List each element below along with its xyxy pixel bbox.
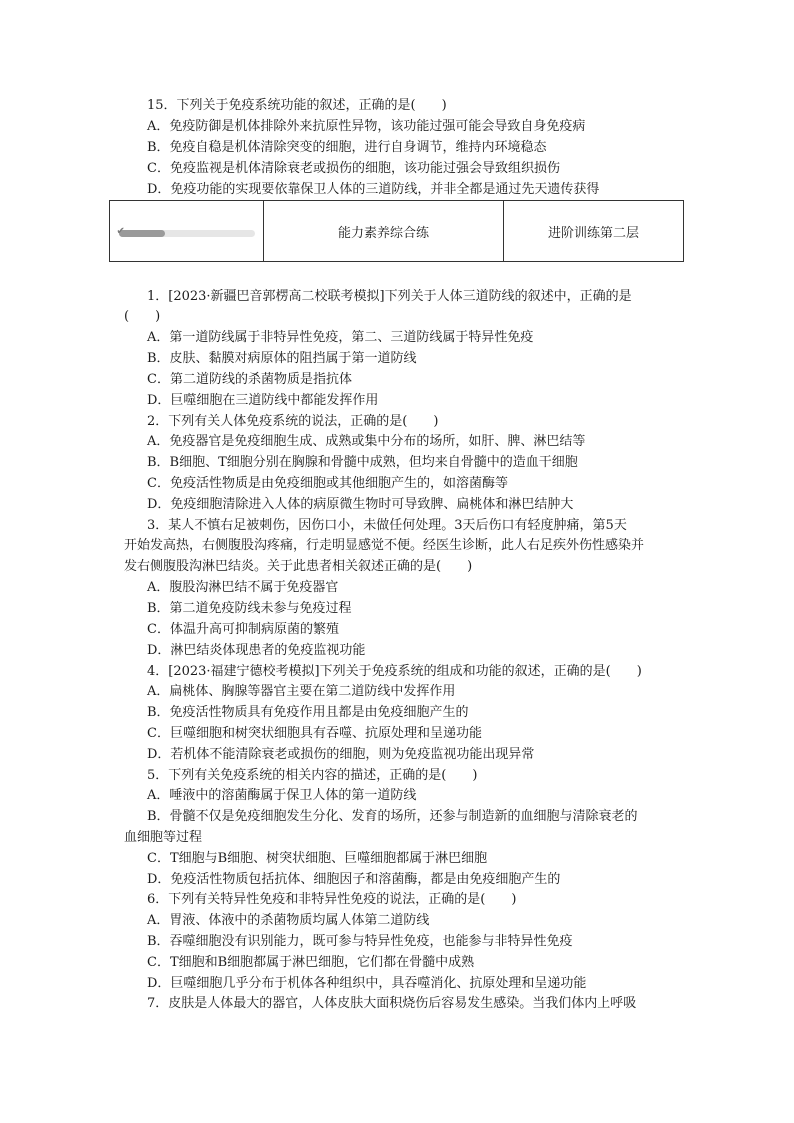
- q15-stem: 15．下列关于免疫系统功能的叙述，正确的是( ): [147, 98, 447, 113]
- q5-option-b-line2: 血细胞等过程: [124, 830, 203, 845]
- q3-stem-line2: 开始发高热，右侧腹股沟疼痛，行走明显感觉不便。经医生诊断，此人右足疾外伤性感染并: [124, 538, 645, 553]
- q1-option-d: D．巨噬细胞在三道防线中都能发挥作用: [147, 393, 379, 408]
- q1-stem-line1: 1．[2023·新疆巴音郭楞高二校联考模拟]下列关于人体三道防线的叙述中，正确的是: [147, 289, 632, 304]
- q5-option-a: A．唾液中的溶菌酶属于保卫人体的第一道防线: [147, 788, 417, 803]
- banner-level: 进阶训练第二层: [547, 225, 639, 241]
- q2-option-c: C．免疫活性物质是由免疫细胞或其他细胞产生的，如溶菌酶等: [147, 476, 508, 491]
- q15-option-a: A．免疫防御是机体排除外来抗原性异物，该功能过强可能会导致自身免疫病: [147, 119, 586, 134]
- q2-option-d: D．免疫细胞清除进入人体的病原微生物时可导致脾、扁桃体和淋巴结肿大: [147, 497, 574, 512]
- q5-option-d: D．免疫活性物质包括抗体、细胞因子和溶菌酶，都是由免疫细胞产生的: [147, 872, 561, 887]
- q5-option-b-line1: B．骨髓不仅是免疫细胞发生分化、发育的场所，还参与制造新的血细胞与清除衰老的: [147, 809, 638, 824]
- q2-stem: 2．下列有关人体免疫系统的说法，正确的是( ): [147, 414, 439, 429]
- q2-option-b: B．B细胞、T细胞分别在胸腺和骨髓中成熟，但均来自骨髓中的造血干细胞: [147, 455, 578, 470]
- q1-option-a: A．第一道防线属于非特异性免疫，第二、三道防线属于特异性免疫: [147, 330, 534, 345]
- progress-fill: [119, 230, 165, 237]
- q6-option-c: C．T细胞和B细胞都属于淋巴细胞，它们都在骨髓中成熟: [147, 955, 475, 970]
- q3-option-d: D．淋巴结炎体现患者的免疫监视功能: [147, 643, 366, 658]
- q15-option-b: B．免疫自稳是机体清除突变的细胞，进行自身调节，维持内环境稳态: [147, 140, 547, 155]
- q3-stem-line1: 3．某人不慎右足被刺伤，因伤口小，未做任何处理。3天后伤口有轻度肿痛，第5天: [147, 518, 627, 533]
- q3-stem-line3: 发右侧腹股沟淋巴结炎。关于此患者相关叙述正确的是( ): [124, 559, 473, 574]
- q1-option-b: B．皮肤、黏膜对病原体的阻挡属于第一道防线: [147, 351, 417, 366]
- section-banner: [109, 200, 684, 262]
- q4-option-b: B．免疫活性物质具有免疫作用且都是由免疫细胞产生的: [147, 705, 469, 720]
- q3-option-a: A．腹股沟淋巴结不属于免疫器官: [147, 580, 339, 595]
- q1-option-c: C．第二道防线的杀菌物质是指抗体: [147, 372, 352, 387]
- q2-option-a: A．免疫器官是免疫细胞生成、成熟或集中分布的场所，如肝、脾、淋巴结等: [147, 434, 586, 449]
- q15-option-c: C．免疫监视是机体清除衰老或损伤的细胞，该功能过强会导致组织损伤: [147, 161, 560, 176]
- q15-option-d: D．免疫功能的实现要依靠保卫人体的三道防线，并非全都是通过先天遗传获得: [147, 182, 600, 197]
- q5-stem: 5．下列有关免疫系统的相关内容的描述，正确的是( ): [147, 768, 478, 783]
- q6-stem: 6．下列有关特异性免疫和非特异性免疫的说法，正确的是( ): [147, 892, 517, 907]
- q3-option-c: C．体温升高可抑制病原菌的繁殖: [147, 622, 339, 637]
- q6-option-b: B．吞噬细胞没有识别能力，既可参与特异性免疫，也能参与非特异性免疫: [147, 934, 573, 949]
- q1-stem-line2: ( ): [124, 309, 161, 324]
- q4-option-d: D．若机体不能清除衰老或损伤的细胞，则为免疫监视功能出现异常: [147, 747, 535, 762]
- q4-stem: 4．[2023·福建宁德校考模拟]下列关于免疫系统的组成和功能的叙述，正确的是( ): [147, 664, 642, 679]
- q3-option-b: B．第二道免疫防线未参与免疫过程: [147, 601, 352, 616]
- banner-progress-cell: [110, 201, 264, 261]
- q6-option-a: A．胃液、体液中的杀菌物质均属人体第二道防线: [147, 913, 430, 928]
- check-icon: ✔: [116, 225, 125, 237]
- q6-option-d: D．巨噬细胞几乎分布于机体各种组织中，具吞噬消化、抗原处理和呈递功能: [147, 976, 587, 991]
- banner-title: 能力素养综合练: [264, 201, 504, 261]
- q4-option-c: C．巨噬细胞和树突状细胞具有吞噬、抗原处理和呈递功能: [147, 726, 482, 741]
- progress-bar: [116, 225, 255, 237]
- q4-option-a: A．扁桃体、胸腺等器官主要在第二道防线中发挥作用: [147, 684, 456, 699]
- q7-stem-line1: 7．皮肤是人体最大的器官，人体皮肤大面积烧伤后容易发生感染。当我们体内上呼吸: [147, 996, 637, 1011]
- q5-option-c: C．T细胞与B细胞、树突状细胞、巨噬细胞都属于淋巴细胞: [147, 851, 488, 866]
